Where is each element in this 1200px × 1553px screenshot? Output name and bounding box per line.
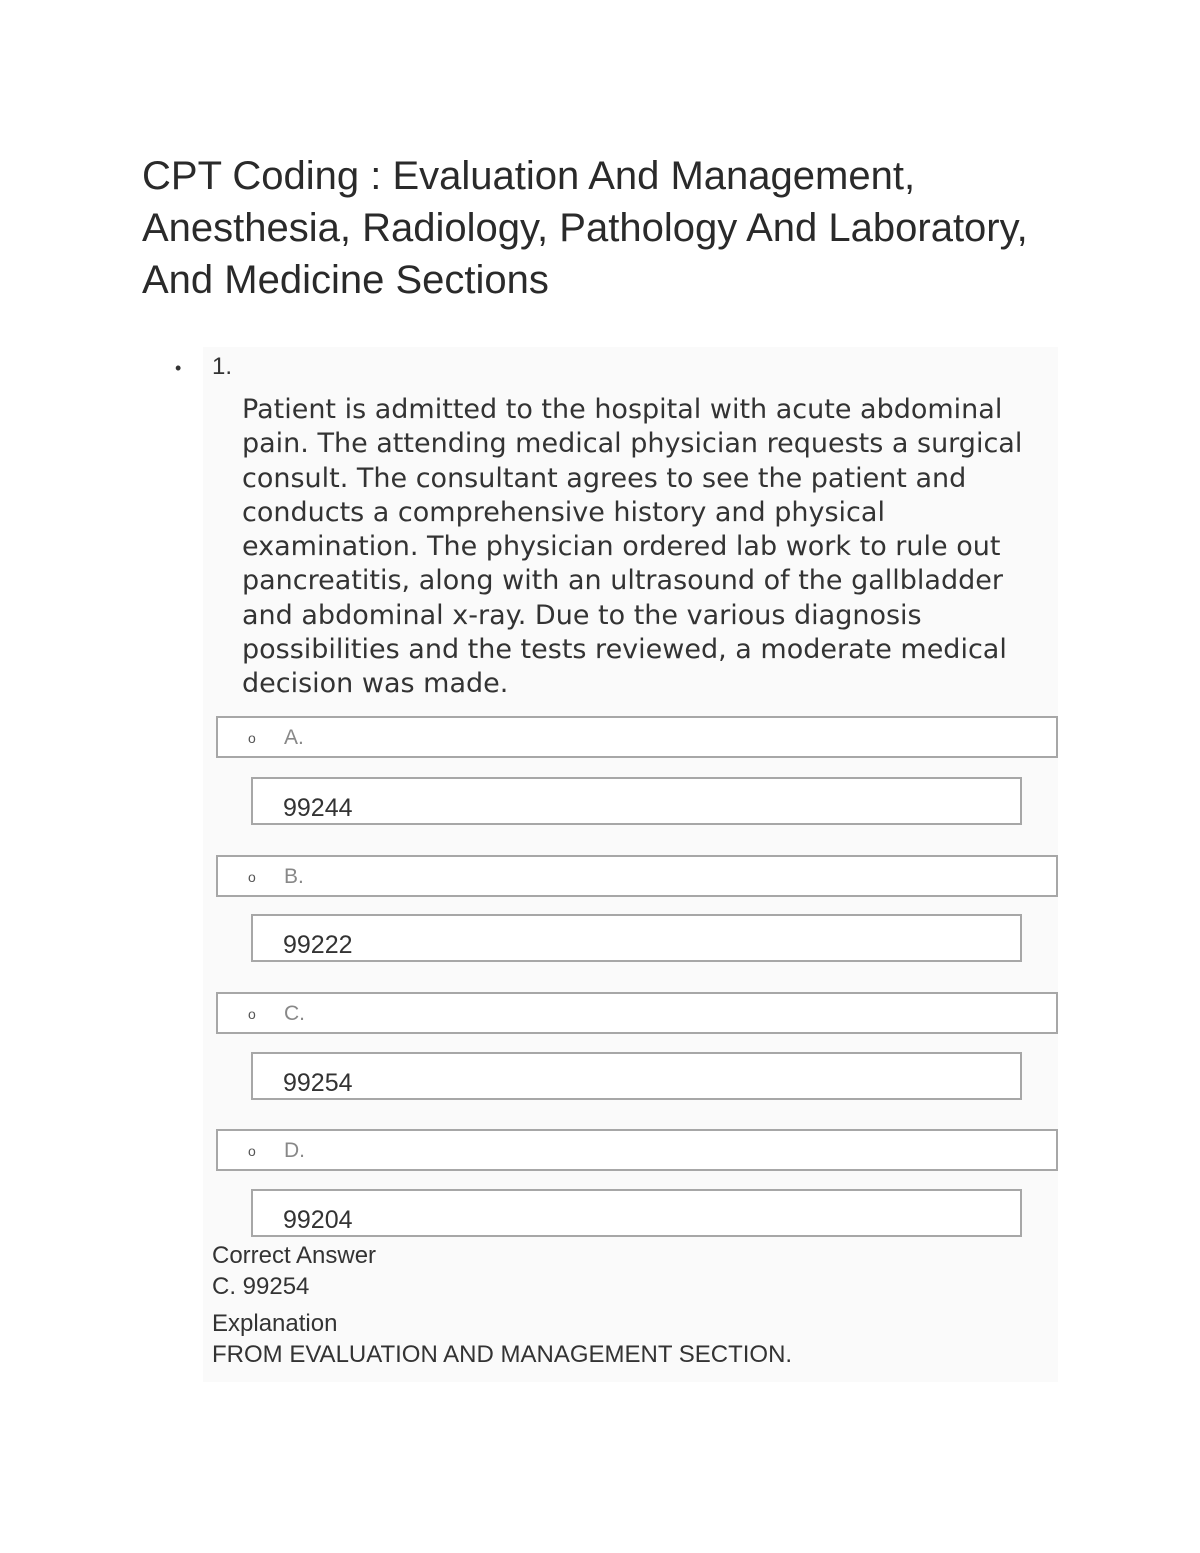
option-value: 99222 [283,931,353,959]
option-b-choice[interactable] [251,914,1022,962]
answer-block [212,1240,1032,1370]
correct-answer-value: C. 99254 [212,1273,310,1300]
question-number: 1. [212,353,233,380]
option-value: 99204 [283,1206,353,1234]
option-d-header[interactable] [216,1129,1058,1171]
option-d-choice[interactable] [251,1189,1022,1237]
option-b-header[interactable] [216,855,1058,897]
option-letter: A. [284,726,304,749]
explanation-text: FROM EVALUATION AND MANAGEMENT SECTION. [212,1341,793,1368]
circle-bullet-icon: o [248,730,256,746]
circle-bullet-icon: o [248,869,256,885]
option-a-header[interactable] [216,716,1058,758]
option-value: 99254 [283,1069,353,1097]
circle-bullet-icon: o [248,1143,256,1159]
page-title: CPT Coding : Evaluation And Management, Anesthesia, Radiology, Pathology And Laboratory, And Medicine Sections [142,154,1028,302]
option-c-choice[interactable] [251,1052,1022,1100]
correct-answer-label: Correct Answer [212,1242,377,1269]
option-letter: D. [284,1139,305,1162]
option-letter: C. [284,1002,305,1025]
option-value: 99244 [283,794,353,822]
option-letter: B. [284,865,304,888]
circle-bullet-icon: o [248,1006,256,1022]
list-bullet: • [175,358,182,378]
option-c-header[interactable] [216,992,1058,1034]
option-a-choice[interactable] [251,777,1022,825]
question-text: Patient is admitted to the hospital with acute abdominal pain. The attending medical physician requests a surgical consult. The consultant agrees to see the patient and conducts a comprehensive history and physical examination. The physician ordered lab work to rule out pancreatitis, along with an ultrasound of the gallbladder and abdominal x-ray. Due to the various diagnosis possibilities and the tests reviewed, a moderate medical decision was made. [242,394,1023,700]
explanation-label: Explanation [212,1310,338,1337]
